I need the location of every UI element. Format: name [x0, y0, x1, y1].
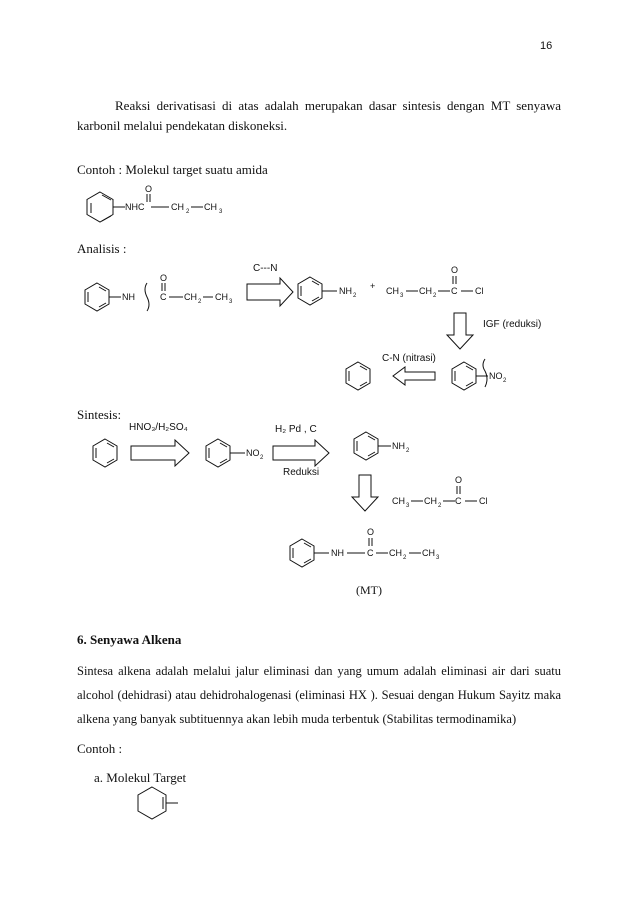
- subscript: 2: [503, 378, 507, 384]
- no2-label: NO: [246, 448, 260, 458]
- analysis-scheme: [75, 255, 565, 395]
- oxygen-label: O: [455, 475, 463, 485]
- reduction-reagent: H₂ Pd , C: [275, 424, 317, 435]
- chloride-label: Cl: [479, 496, 488, 506]
- analysis-label: Analisis :: [77, 241, 127, 256]
- subscript: 2: [438, 503, 442, 509]
- ring-double-bond: [102, 216, 111, 221]
- igf-label: IGF (reduksi): [483, 319, 542, 330]
- benzene-ring: [93, 439, 117, 467]
- subscript: 2: [403, 555, 407, 561]
- ch2-label: CH: [424, 496, 437, 506]
- ch3-label: CH: [422, 548, 435, 558]
- carbon-label: C: [160, 292, 167, 302]
- cn-nitration-label: C-N (nitrasi): [382, 353, 436, 364]
- chloride-label: Cl: [475, 286, 484, 296]
- target-alkene-structure: [128, 783, 188, 833]
- list-item-a: a. Molekul Target: [94, 770, 187, 785]
- benzene-ring: [346, 362, 370, 390]
- nh2-label: NH: [392, 441, 405, 451]
- subscript: 2: [198, 299, 202, 305]
- forward-arrow: [131, 440, 189, 466]
- ch3-label: CH: [386, 286, 399, 296]
- no2-label: NO: [489, 371, 503, 381]
- benzene-ring: [85, 283, 109, 311]
- subscript: 3: [400, 293, 404, 299]
- oxygen-label: O: [367, 527, 375, 537]
- ch2-label: CH: [389, 548, 402, 558]
- target-amide-structure: [75, 180, 245, 230]
- subscript: 3: [436, 555, 440, 561]
- nh-label: NH: [122, 292, 135, 302]
- ch3-label: CH: [215, 292, 228, 302]
- carbon-label: C: [451, 286, 458, 296]
- example-label: Contoh : Molekul target suatu amida: [77, 162, 268, 177]
- intro-paragraph: Reaksi derivatisasi di atas adalah merupakan dasar sintesis dengan MT senyawa karbonil melalui pendekatan diskoneksi.: [77, 98, 561, 133]
- ch2-label: CH: [419, 286, 432, 296]
- benzene-ring: [452, 362, 476, 390]
- subscript: 3: [219, 209, 223, 215]
- nh2-label: NH: [339, 286, 352, 296]
- oxygen-label: O: [160, 273, 168, 283]
- cn-disconnect-label: C---N: [253, 263, 278, 274]
- nhc-label: NHC: [125, 202, 145, 212]
- subscript: 3: [406, 503, 410, 509]
- example2-label: Contoh :: [77, 741, 123, 756]
- nh-label: NH: [331, 548, 344, 558]
- benzene-ring: [298, 277, 322, 305]
- page-number: 16: [540, 40, 553, 52]
- subscript: 2: [433, 293, 437, 299]
- subscript: 2: [406, 448, 410, 454]
- section-heading: 6. Senyawa Alkena: [77, 632, 182, 647]
- ch2-label: CH: [171, 202, 184, 212]
- oxygen-label: O: [451, 265, 459, 275]
- carbon-label: C: [367, 548, 374, 558]
- nitration-reagent: HNO₃/H₂SO₄: [129, 422, 188, 433]
- reduction-label: Reduksi: [283, 467, 320, 478]
- subscript: 2: [260, 455, 264, 461]
- down-arrow: [447, 313, 473, 349]
- mt-label: (MT): [356, 583, 382, 597]
- subscript: 2: [186, 209, 190, 215]
- alkene-paragraph: Sintesa alkena adalah melalui jalur eliminasi dan yang umum adalah eliminasi air dari suatu alcohol (dehidrasi) atau dehidrohalogenasi (eliminasi HX ). Sesuai dengan Hukum Sayitz maka alkena yang banyak subtituennya akan lebih muda terbentuk (Stabilitas termodinamika): [77, 664, 561, 726]
- carbon-label: C: [455, 496, 462, 506]
- subscript: 3: [229, 299, 233, 305]
- ch2-label: CH: [184, 292, 197, 302]
- synthesis-label: Sintesis:: [77, 407, 122, 422]
- benzene-ring: [206, 439, 230, 467]
- synthesis-scheme: [75, 415, 565, 600]
- benzene-ring: [354, 432, 378, 460]
- plus-sign: +: [370, 281, 376, 291]
- benzene-ring: [290, 539, 314, 567]
- subscript: 2: [353, 293, 357, 299]
- forward-arrow: [273, 440, 329, 466]
- retrosynthesis-arrow: [247, 278, 293, 306]
- ch3-label: CH: [204, 202, 217, 212]
- left-arrow: [393, 367, 435, 385]
- oxygen-label: O: [145, 184, 153, 194]
- cyclohexene-ring: [138, 787, 166, 819]
- ch3-label: CH: [392, 496, 405, 506]
- down-arrow: [352, 475, 378, 511]
- disconnection-mark: [145, 283, 149, 311]
- disconnection-mark: [483, 359, 487, 387]
